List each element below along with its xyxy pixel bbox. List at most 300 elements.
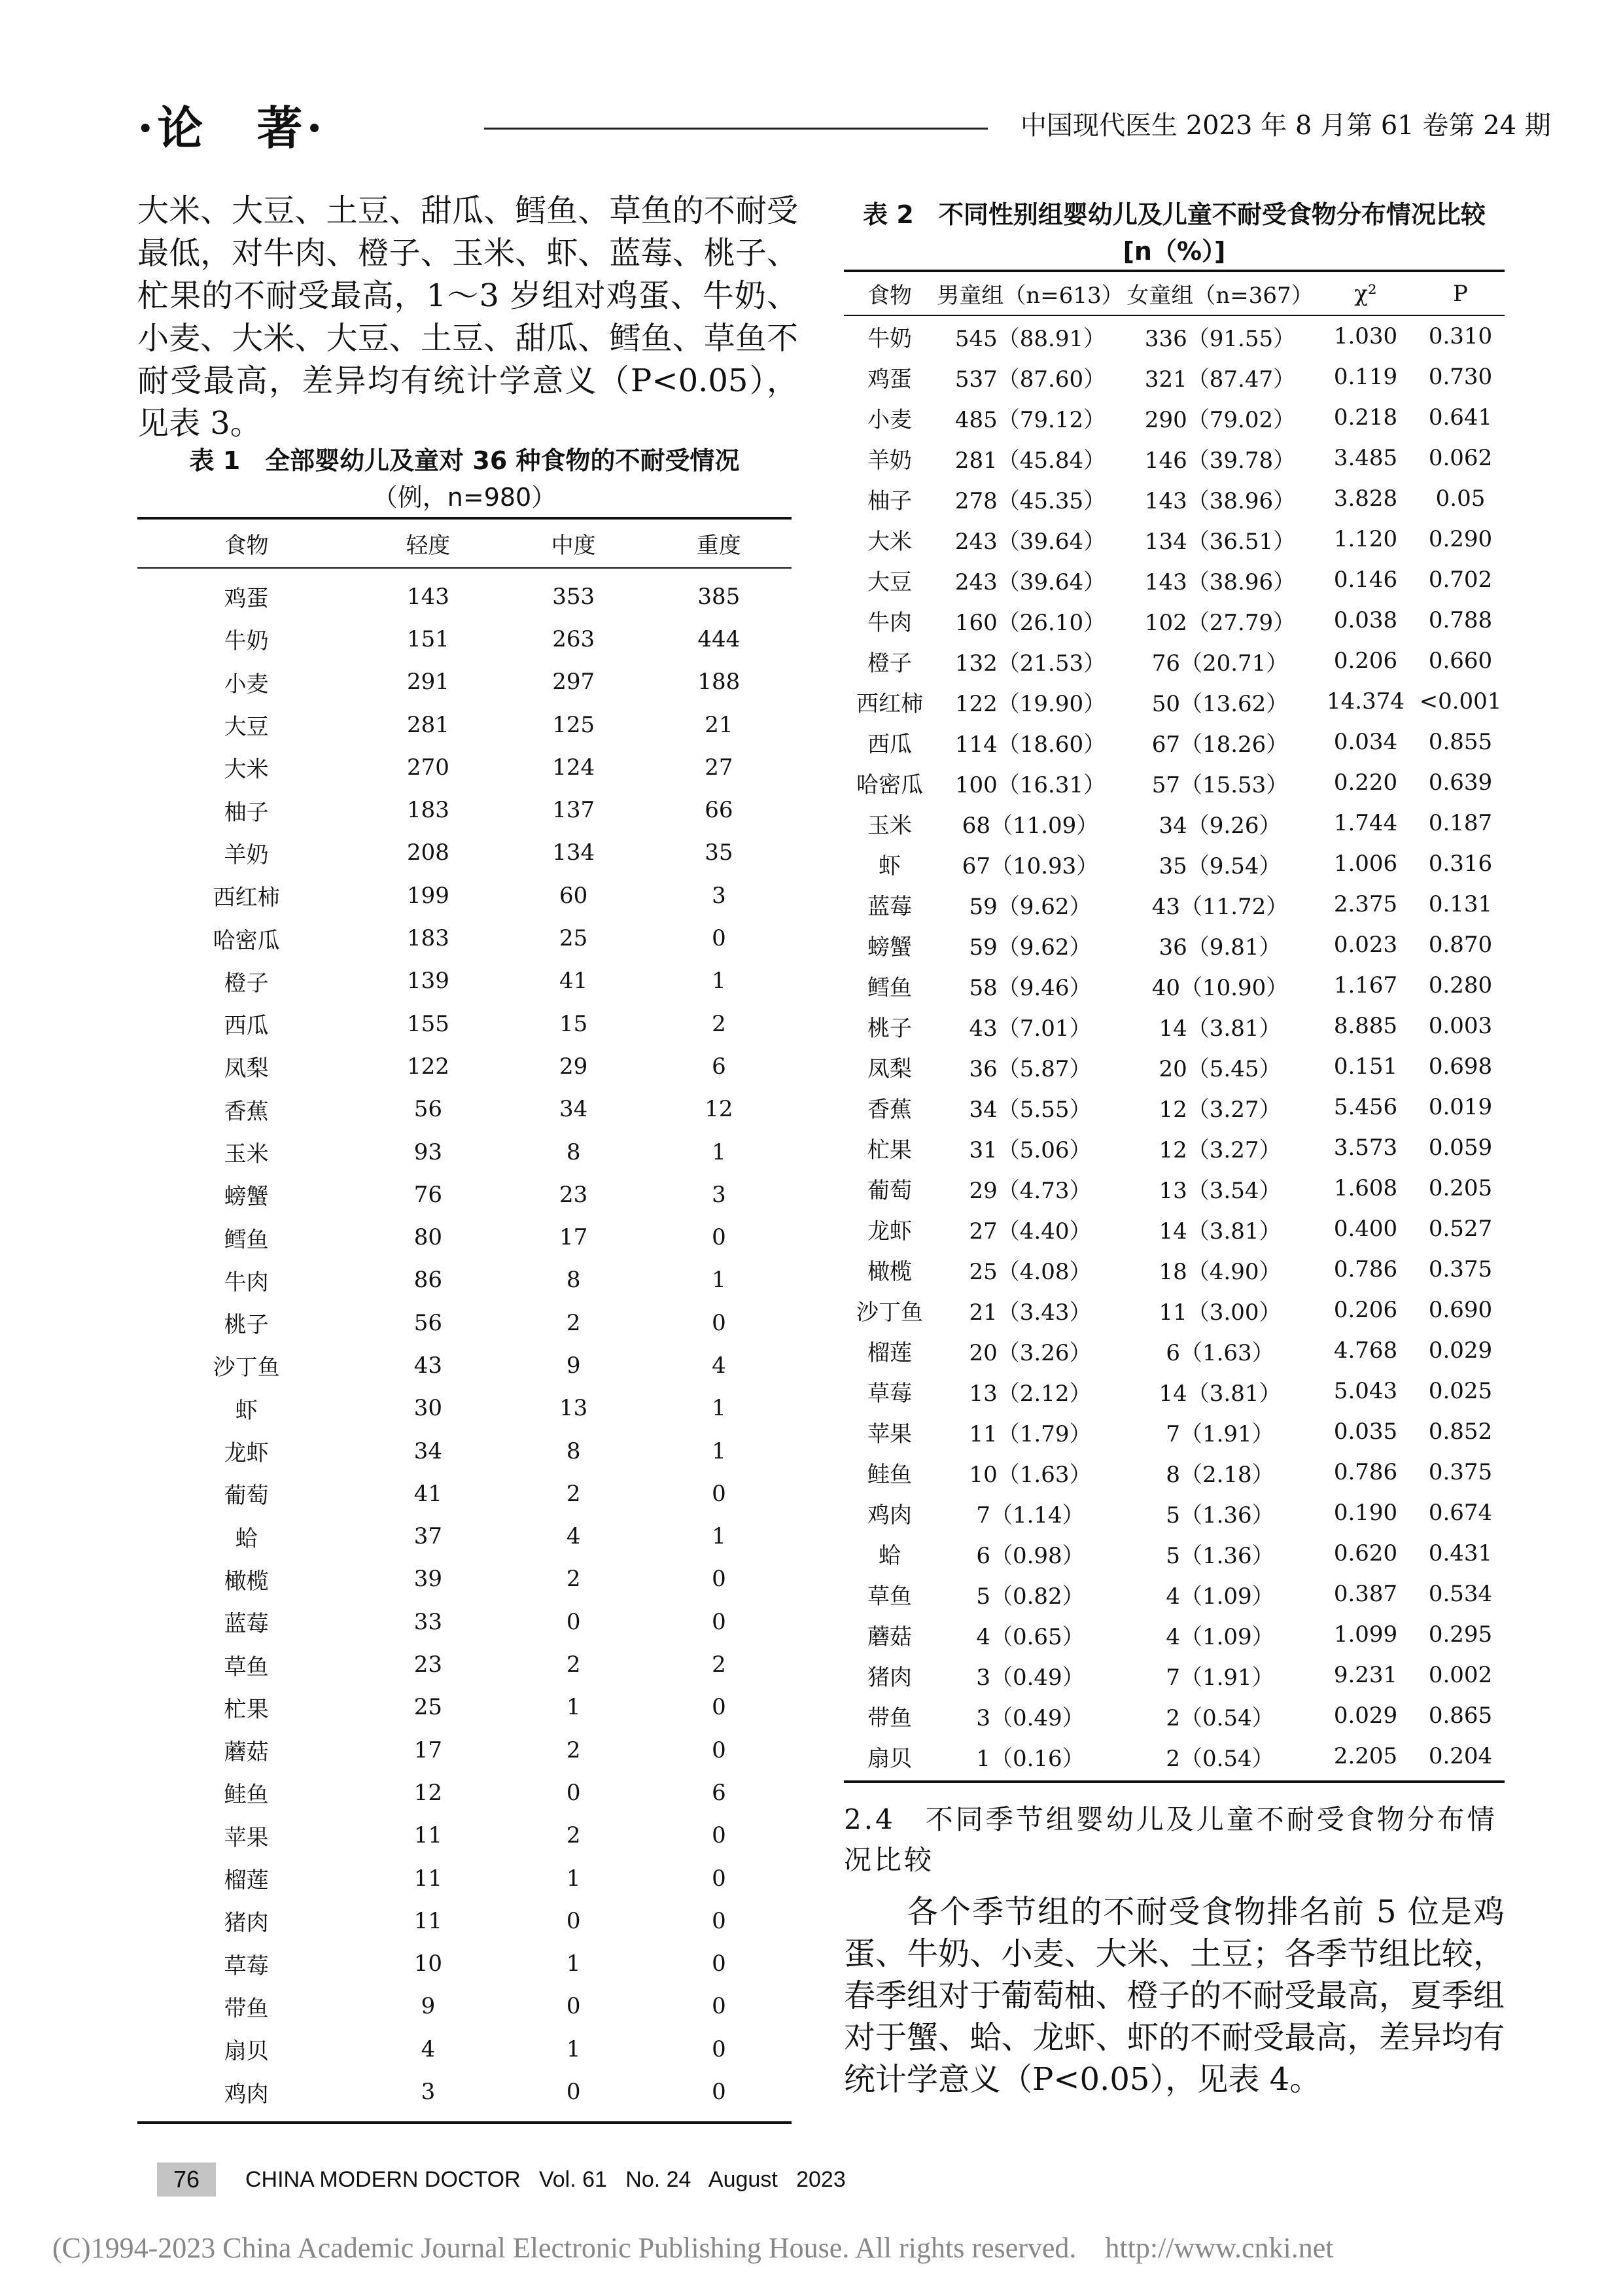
section-tag: ·论 著· bbox=[137, 101, 326, 155]
table-row bbox=[137, 1814, 792, 1857]
table-cell: 0.003 bbox=[1428, 1013, 1493, 1039]
table-cell: 扇贝 bbox=[224, 2038, 269, 2065]
table-cell: 27（4.40） bbox=[969, 1218, 1092, 1245]
table-cell: 3.485 bbox=[1333, 445, 1398, 471]
table-row bbox=[137, 1131, 792, 1173]
table-cell: 橙子 bbox=[867, 650, 912, 677]
table-cell: 6（1.63） bbox=[1166, 1339, 1274, 1366]
table-cell: 134（36.51） bbox=[1144, 528, 1296, 555]
table-row bbox=[137, 917, 792, 959]
table-cell: 0.527 bbox=[1428, 1216, 1493, 1242]
table-cell: 鸡肉 bbox=[137, 2070, 355, 2122]
table-cell: 凤梨 bbox=[224, 1055, 269, 1082]
table-row bbox=[137, 1515, 792, 1558]
table-row bbox=[137, 832, 792, 874]
table-row bbox=[844, 1533, 1505, 1574]
table-cell: 0.035 bbox=[1333, 1419, 1398, 1445]
section-heading-2-4: 2.4 不同季节组婴幼儿及儿童不耐受食物分布情况比较 bbox=[844, 1803, 1497, 1876]
table-cell: 5（0.82） bbox=[976, 1583, 1085, 1610]
table-cell: 60 bbox=[559, 882, 588, 909]
table-cell: 0.062 bbox=[1428, 445, 1493, 471]
table-cell: 12（3.27） bbox=[1159, 1096, 1282, 1123]
table-cell: 0.674 bbox=[1428, 1500, 1493, 1526]
table-cell: 11（1.79） bbox=[969, 1421, 1092, 1447]
table-cell: 114（18.60） bbox=[954, 731, 1106, 758]
table-cell: 17 bbox=[559, 1224, 588, 1251]
table-cell: 0.786 bbox=[1333, 1256, 1398, 1282]
table-cell: 5（1.36） bbox=[1166, 1542, 1274, 1569]
table-cell: 281 bbox=[406, 711, 449, 738]
table-cell: 1 bbox=[712, 968, 726, 995]
table-cell: 125 bbox=[552, 711, 595, 738]
table1-column-header: 重度 bbox=[646, 518, 792, 568]
table1-header-row bbox=[137, 518, 792, 568]
table-cell: 243（39.64） bbox=[954, 569, 1106, 595]
table-row bbox=[137, 1301, 792, 1344]
table-cell: 10（1.63） bbox=[969, 1461, 1092, 1488]
table-cell: 带鱼 bbox=[224, 1995, 269, 2022]
table-cell: 0.151 bbox=[1333, 1053, 1398, 1080]
table-cell: 25（4.08） bbox=[969, 1258, 1092, 1285]
table-cell: 68（11.09） bbox=[962, 812, 1099, 839]
table-cell: 草莓 bbox=[867, 1380, 912, 1407]
table-row bbox=[137, 1643, 792, 1686]
table-cell: 183 bbox=[406, 925, 449, 952]
table-cell: 0.059 bbox=[1428, 1135, 1493, 1161]
table-cell: 7（1.14） bbox=[976, 1502, 1085, 1528]
table-row bbox=[844, 1046, 1505, 1087]
table-cell: 0 bbox=[712, 1951, 726, 1977]
table-row bbox=[137, 1943, 792, 1985]
table-cell: 0 bbox=[566, 1608, 581, 1635]
table-cell: 12 bbox=[705, 1096, 733, 1123]
table-cell: 0.029 bbox=[1333, 1703, 1398, 1729]
table-row bbox=[844, 478, 1505, 519]
table-cell: 1 bbox=[712, 1523, 726, 1550]
table-cell: 11 bbox=[413, 1822, 443, 1849]
table-cell: 8（2.18） bbox=[1166, 1461, 1274, 1488]
table-cell: 西红柿 bbox=[856, 690, 923, 717]
table-cell: 0.019 bbox=[1428, 1094, 1493, 1120]
table-cell: 3 bbox=[712, 1181, 726, 1208]
table-cell: 160（26.10） bbox=[954, 609, 1106, 636]
table-cell: 35 bbox=[705, 839, 733, 866]
table-cell: 3 bbox=[355, 2070, 500, 2122]
table-cell: 虾 bbox=[879, 853, 901, 879]
table-cell: 8 bbox=[566, 1139, 581, 1165]
table-row bbox=[137, 1173, 792, 1216]
left-paragraph-text: 大米、大豆、土豆、甜瓜、鳕鱼、草鱼的不耐受最低，对牛肉、橙子、玉米、虾、蓝莓、桃子、杧果的不耐受最高，1～3 岁组对鸡蛋、牛奶、小麦、大米、大豆、土豆、甜瓜、鳕鱼、草鱼不耐受最高，差异均有统计学意义（P<0.05），见表 3。 bbox=[137, 192, 798, 442]
table-row bbox=[844, 1411, 1505, 1452]
table-cell: 21（3.43） bbox=[969, 1299, 1092, 1326]
table2-body bbox=[844, 315, 1505, 1782]
header-rule bbox=[484, 128, 988, 130]
table-cell: 0 bbox=[712, 1993, 726, 2020]
table-cell: 杧果 bbox=[224, 1696, 269, 1723]
table-cell: 0.431 bbox=[1428, 1540, 1493, 1566]
table-cell: 155 bbox=[406, 1010, 449, 1037]
table-cell: 43（11.72） bbox=[1151, 893, 1289, 920]
table-cell: 353 bbox=[552, 583, 595, 610]
table-cell: 猪肉 bbox=[224, 1910, 269, 1937]
table-row bbox=[137, 960, 792, 1002]
table-cell: 13（3.54） bbox=[1159, 1177, 1282, 1204]
page-number: 76 bbox=[157, 2163, 216, 2197]
table-cell: 西瓜 bbox=[224, 1013, 269, 1040]
table-cell: 猪肉 bbox=[867, 1664, 912, 1691]
table-cell: 小麦 bbox=[224, 671, 269, 698]
table-cell: 291 bbox=[406, 669, 449, 696]
table-cell: 橄榄 bbox=[867, 1258, 912, 1285]
table-cell: 蛤 bbox=[235, 1525, 258, 1552]
table-cell: 9 bbox=[566, 1352, 581, 1379]
table-row bbox=[844, 559, 1505, 600]
table-cell: 葡萄 bbox=[867, 1177, 912, 1204]
table-row bbox=[844, 1614, 1505, 1655]
table-row bbox=[844, 722, 1505, 762]
table-cell: 0 bbox=[566, 1907, 581, 1934]
table-row bbox=[844, 803, 1505, 843]
table-cell: 25 bbox=[413, 1694, 443, 1721]
left-paragraph bbox=[137, 190, 798, 445]
table-row bbox=[137, 618, 792, 660]
table-cell: 20（3.26） bbox=[969, 1339, 1092, 1366]
table-cell: 199 bbox=[406, 882, 449, 909]
table-cell: 5.456 bbox=[1333, 1094, 1398, 1120]
table-cell: 2 bbox=[566, 1566, 581, 1593]
table-row bbox=[844, 965, 1505, 1006]
table-row bbox=[844, 1290, 1505, 1330]
table2 bbox=[844, 270, 1505, 1783]
table-cell: 23 bbox=[559, 1181, 588, 1208]
table-cell: 0.290 bbox=[1428, 526, 1493, 552]
table-cell: 0 bbox=[712, 1865, 726, 1892]
table-row bbox=[137, 788, 792, 831]
table1-title: 表 1 全部婴幼儿及童对 36 种食物的不耐受情况 bbox=[189, 446, 740, 475]
table-cell: 9.231 bbox=[1333, 1662, 1398, 1688]
table-cell: 67（18.26） bbox=[1151, 731, 1289, 758]
table-cell: 桃子 bbox=[867, 1015, 912, 1042]
table-cell: 0.702 bbox=[1428, 567, 1493, 593]
table-cell: 2 bbox=[712, 1651, 726, 1678]
table-cell: 34 bbox=[559, 1096, 588, 1123]
table-cell: 13（2.12） bbox=[969, 1380, 1092, 1407]
table-cell: 122 bbox=[406, 1053, 449, 1080]
table-cell: 0 bbox=[712, 1822, 726, 1849]
table-row bbox=[844, 762, 1505, 803]
table-cell: 0.029 bbox=[1428, 1337, 1493, 1364]
table-cell: 香蕉 bbox=[867, 1096, 912, 1123]
table-cell: 4 bbox=[421, 2036, 436, 2062]
table-row bbox=[137, 661, 792, 703]
table-cell: 29 bbox=[559, 1053, 588, 1080]
table-cell: 草鱼 bbox=[224, 1653, 269, 1680]
table-cell: 0.218 bbox=[1333, 404, 1398, 431]
table-cell: 1.744 bbox=[1333, 810, 1398, 836]
table-cell: 0.375 bbox=[1428, 1256, 1493, 1282]
table1-caption bbox=[137, 442, 792, 516]
table-cell: 鲑鱼 bbox=[867, 1461, 912, 1488]
table-cell: 0.119 bbox=[1333, 364, 1398, 390]
table-cell: 1.167 bbox=[1333, 972, 1398, 998]
table-cell: 牛肉 bbox=[867, 609, 912, 636]
table2-title: 表 2 不同性别组婴幼儿及儿童不耐受食物分布情况比较 bbox=[863, 200, 1486, 229]
table-cell: 苹果 bbox=[867, 1421, 912, 1447]
table-cell: 4（1.09） bbox=[1166, 1623, 1274, 1650]
table-cell: 2 bbox=[566, 1309, 581, 1336]
table-cell: 12 bbox=[413, 1779, 443, 1806]
table-cell: 0.206 bbox=[1333, 1297, 1398, 1323]
table-cell: 14.374 bbox=[1327, 688, 1405, 715]
table-cell: 葡萄 bbox=[224, 1483, 269, 1510]
table-row bbox=[844, 1695, 1505, 1736]
table-cell: 1 bbox=[712, 1139, 726, 1165]
table-row bbox=[844, 1492, 1505, 1533]
copyright-line: (C)1994-2023 China Academic Journal Electronic Publishing House. All rights reserved. http://www.cnki.net bbox=[52, 2232, 1334, 2264]
table-row bbox=[844, 1736, 1505, 1782]
table-cell: 14（3.81） bbox=[1159, 1218, 1282, 1245]
table-cell: 3.828 bbox=[1333, 486, 1398, 512]
table-cell: 橄榄 bbox=[224, 1568, 269, 1595]
table-cell: 榴莲 bbox=[867, 1339, 912, 1366]
table-cell: 西瓜 bbox=[867, 731, 912, 758]
table-row bbox=[137, 1430, 792, 1472]
table-row bbox=[844, 1452, 1505, 1492]
table-cell: 56 bbox=[413, 1309, 443, 1336]
table-cell: <0.001 bbox=[1419, 688, 1502, 715]
table1-column-header: 轻度 bbox=[355, 518, 500, 568]
table-cell: 270 bbox=[406, 754, 449, 781]
table-cell: 0.641 bbox=[1428, 404, 1493, 431]
table-cell: 30 bbox=[413, 1395, 443, 1422]
table-cell: 12（3.27） bbox=[1159, 1137, 1282, 1163]
table-cell: 0.190 bbox=[1333, 1500, 1398, 1526]
table-cell: 0.865 bbox=[1428, 1703, 1493, 1729]
table-cell: 278（45.35） bbox=[954, 487, 1106, 514]
table-cell: 122（19.90） bbox=[954, 690, 1106, 717]
table-cell: 36（9.81） bbox=[1159, 934, 1282, 961]
table-cell: 橙子 bbox=[224, 970, 269, 997]
table-cell: 带鱼 bbox=[867, 1704, 912, 1731]
table-cell: 0.025 bbox=[1428, 1378, 1493, 1404]
table-cell: 2（0.54） bbox=[1166, 1704, 1274, 1731]
table-cell: 0 bbox=[712, 1224, 726, 1251]
table-cell: 58（9.46） bbox=[969, 974, 1092, 1001]
table-cell: 蘑菇 bbox=[224, 1739, 269, 1766]
table-cell: 59（9.62） bbox=[969, 893, 1092, 920]
table-cell: 139 bbox=[406, 968, 449, 995]
table-cell: 66 bbox=[705, 797, 733, 824]
table-cell: 56 bbox=[413, 1096, 443, 1123]
table-cell: 1.099 bbox=[1333, 1621, 1398, 1648]
table-cell: 杧果 bbox=[867, 1137, 912, 1163]
table-cell: 0.639 bbox=[1428, 769, 1493, 796]
table-row bbox=[137, 1729, 792, 1771]
table-row bbox=[844, 925, 1505, 965]
table1-subtitle: （例，n=980） bbox=[372, 483, 557, 512]
table-cell: 27 bbox=[705, 754, 733, 781]
table-cell: 6（0.98） bbox=[976, 1542, 1085, 1569]
table-cell: 290（79.02） bbox=[1144, 406, 1296, 433]
table-row bbox=[137, 1686, 792, 1729]
table-cell: 0.852 bbox=[1428, 1419, 1493, 1445]
table-cell: 鸡肉 bbox=[867, 1502, 912, 1528]
table-row bbox=[137, 1600, 792, 1643]
table-cell: 23 bbox=[413, 1651, 443, 1678]
table-cell: 134 bbox=[552, 839, 595, 866]
table2-column-header: P bbox=[1416, 271, 1505, 315]
table-cell: 鸡蛋 bbox=[224, 586, 269, 612]
table-cell: 86 bbox=[413, 1267, 443, 1294]
table-cell: 76 bbox=[413, 1181, 443, 1208]
table-cell: 57（15.53） bbox=[1151, 771, 1289, 798]
table-cell: 8.885 bbox=[1333, 1013, 1398, 1039]
table-cell: 凤梨 bbox=[867, 1055, 912, 1082]
table-cell: 11 bbox=[413, 1865, 443, 1892]
table-cell: 0 bbox=[712, 1608, 726, 1635]
table-cell: 0.146 bbox=[1333, 567, 1398, 593]
table-row bbox=[844, 1574, 1505, 1614]
table-cell: 0.131 bbox=[1428, 891, 1493, 917]
table-cell: 14（3.81） bbox=[1159, 1015, 1282, 1042]
table-cell: 0.05 bbox=[1435, 486, 1486, 512]
table-cell: 21 bbox=[705, 711, 733, 738]
table-cell: 蓝莓 bbox=[867, 893, 912, 920]
table-cell: 1 bbox=[712, 1395, 726, 1422]
table-row bbox=[844, 600, 1505, 641]
table-cell: 0.387 bbox=[1333, 1581, 1398, 1607]
table-cell: 17 bbox=[413, 1737, 443, 1763]
table-row bbox=[137, 1387, 792, 1430]
table-cell: 牛肉 bbox=[224, 1269, 269, 1296]
table-cell: 124 bbox=[552, 754, 595, 781]
table-cell: 0.786 bbox=[1333, 1459, 1398, 1485]
table2-column-header: 食物 bbox=[844, 271, 935, 315]
table-cell: 2 bbox=[712, 1010, 726, 1037]
table-cell: 0.310 bbox=[1428, 323, 1493, 349]
table-row bbox=[137, 703, 792, 746]
table-cell: 444 bbox=[697, 626, 741, 652]
table-cell: 龙虾 bbox=[867, 1218, 912, 1245]
table-cell: 苹果 bbox=[224, 1824, 269, 1851]
table-row bbox=[844, 357, 1505, 397]
table-cell: 297 bbox=[552, 669, 595, 696]
table-cell: 0.620 bbox=[1333, 1540, 1398, 1566]
table-cell: 132（21.53） bbox=[954, 650, 1106, 677]
table-cell: 151 bbox=[406, 626, 449, 652]
table-cell: 137 bbox=[552, 797, 595, 824]
table-row bbox=[844, 1330, 1505, 1371]
table-cell: 0 bbox=[712, 1480, 726, 1507]
table-cell: 4（1.09） bbox=[1166, 1583, 1274, 1610]
table-row bbox=[844, 438, 1505, 478]
table-cell: 0.730 bbox=[1428, 364, 1493, 390]
table-cell: 93 bbox=[413, 1139, 443, 1165]
table-cell: 2 bbox=[566, 1480, 581, 1507]
table-cell: 小麦 bbox=[867, 406, 912, 433]
table-cell: 5（1.36） bbox=[1166, 1502, 1274, 1528]
table-cell: 2 bbox=[566, 1651, 581, 1678]
table-cell: 321（87.47） bbox=[1144, 366, 1296, 393]
table-row bbox=[137, 746, 792, 788]
table-cell: 0.375 bbox=[1428, 1459, 1493, 1485]
table-cell: 鳕鱼 bbox=[224, 1226, 269, 1253]
table-cell: 281（45.84） bbox=[954, 447, 1106, 474]
table-cell: 螃蟹 bbox=[867, 934, 912, 961]
table-cell: 102（27.79） bbox=[1144, 609, 1296, 636]
table-cell: 0.023 bbox=[1333, 932, 1398, 958]
table-cell: 36（5.87） bbox=[969, 1055, 1092, 1082]
table-cell: 蛤 bbox=[879, 1542, 901, 1569]
table-cell: 0.206 bbox=[1333, 648, 1398, 674]
table-cell: 哈密瓜 bbox=[856, 771, 923, 798]
table-cell: 羊奶 bbox=[224, 841, 269, 868]
table-cell: 6 bbox=[712, 1779, 726, 1806]
table-cell: 0.660 bbox=[1428, 648, 1493, 674]
table-row bbox=[137, 1857, 792, 1899]
table-cell: 3（0.49） bbox=[976, 1704, 1085, 1731]
table-cell: 大豆 bbox=[224, 714, 269, 741]
table-cell: 2.375 bbox=[1333, 891, 1398, 917]
table-cell: 0.204 bbox=[1416, 1736, 1505, 1782]
section-2-4-paragraph: 各个季节组的不耐受食物排名前 5 位是鸡蛋、牛奶、小麦、大米、土豆；各季节组比较，春季组对于葡萄柚、橙子的不耐受最高，夏季组对于蟹、蛤、龙虾、虾的不耐受最高，差异均有统计学意义（P<0.05），见表 4。 bbox=[844, 1894, 1505, 2098]
table-cell: 1.006 bbox=[1333, 851, 1398, 877]
table-cell: 1 bbox=[566, 1694, 581, 1721]
table-cell: 0 bbox=[712, 925, 726, 952]
table2-column-header: 女童组（n=367） bbox=[1125, 271, 1315, 315]
table-row bbox=[844, 1127, 1505, 1168]
table-cell: 39 bbox=[413, 1566, 443, 1593]
table-cell: 0 bbox=[566, 1779, 581, 1806]
table-cell: 8 bbox=[566, 1267, 581, 1294]
footer-journal-line: CHINA MODERN DOCTOR Vol. 61 No. 24 August 2023 bbox=[245, 2167, 846, 2192]
table2-column-header: 男童组（n=613） bbox=[935, 271, 1125, 315]
table-row bbox=[137, 1045, 792, 1087]
table-cell: 0.316 bbox=[1428, 851, 1493, 877]
table-cell: 35（9.54） bbox=[1159, 853, 1282, 879]
table-cell: 0.855 bbox=[1428, 729, 1493, 755]
table-cell: 大米 bbox=[224, 756, 269, 783]
table-cell: 76（20.71） bbox=[1151, 650, 1289, 677]
table-cell: 4 bbox=[712, 1352, 726, 1379]
table-cell: 545（88.91） bbox=[954, 325, 1106, 352]
table-row bbox=[137, 1216, 792, 1258]
table-cell: 玉米 bbox=[224, 1141, 269, 1167]
table-cell: 183 bbox=[406, 797, 449, 824]
table-cell: 385 bbox=[697, 583, 741, 610]
table-row bbox=[844, 884, 1505, 925]
table-cell: 0 bbox=[501, 2070, 646, 2122]
table-cell: 玉米 bbox=[867, 812, 912, 839]
table-cell: 牛奶 bbox=[867, 325, 912, 352]
table-cell: 0.038 bbox=[1333, 607, 1398, 633]
table-cell: 3 bbox=[712, 882, 726, 909]
table-cell: 西红柿 bbox=[213, 885, 280, 911]
table-cell: 2（0.54） bbox=[1125, 1736, 1315, 1782]
table-cell: 336（91.55） bbox=[1144, 325, 1296, 352]
table-cell: 草莓 bbox=[224, 1952, 269, 1979]
table-cell: 34（5.55） bbox=[969, 1096, 1092, 1123]
table-row bbox=[844, 1371, 1505, 1411]
table-cell: 2 bbox=[566, 1737, 581, 1763]
table-row bbox=[844, 1655, 1505, 1695]
table-cell: 1.608 bbox=[1333, 1175, 1398, 1201]
table-cell: 50（13.62） bbox=[1151, 690, 1289, 717]
table-row bbox=[137, 2028, 792, 2070]
table-cell: 5.043 bbox=[1333, 1378, 1398, 1404]
table-cell: 0 bbox=[712, 1694, 726, 1721]
table-cell: 螃蟹 bbox=[224, 1184, 269, 1210]
